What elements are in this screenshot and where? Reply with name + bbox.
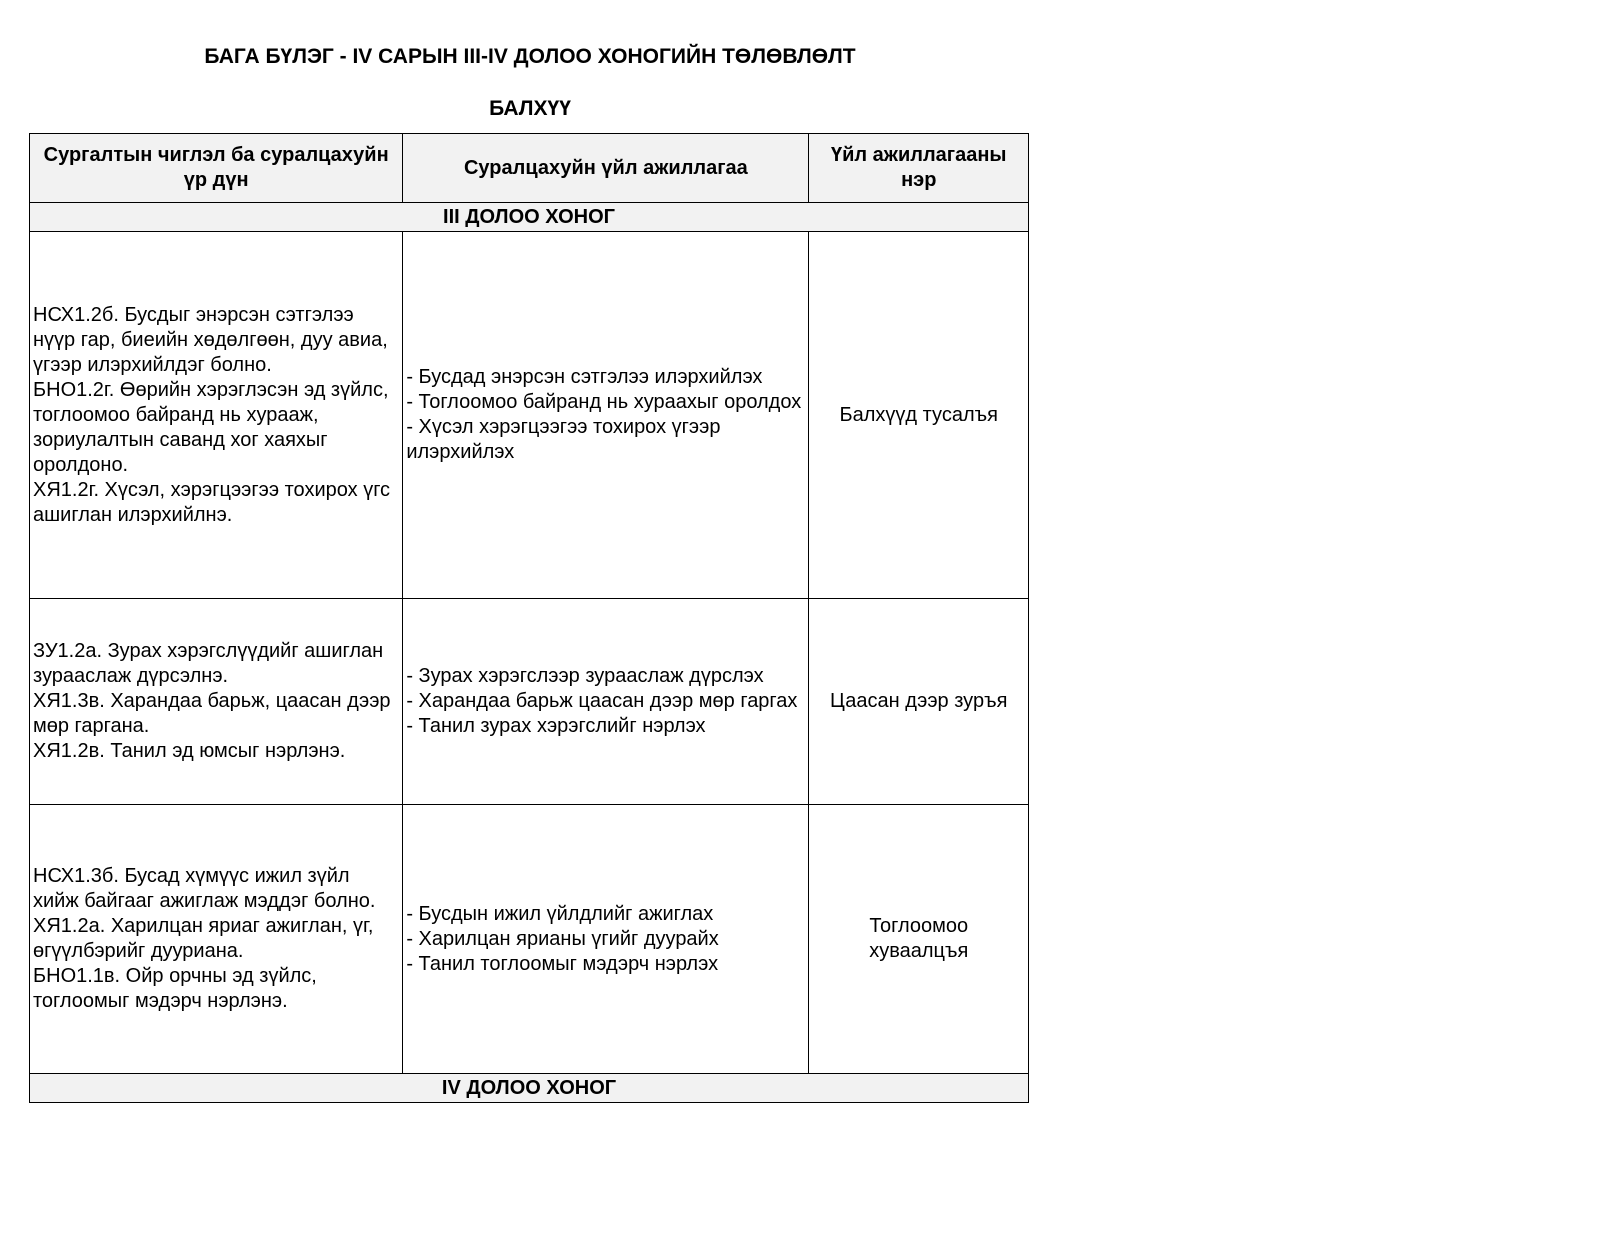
activities-cell: - Бусдын ижил үйлдлийг ажиглах - Харилцан ярианы үгийг дуурайх - Танил тоглоомыг мэдэрч нэрлэх [403,805,809,1074]
activity-name-cell: Цаасан дээр зуръя [809,599,1029,805]
activity-name-cell: Тоглоомоо хуваалцъя [809,805,1029,1074]
activities-cell: - Бусдад энэрсэн сэтгэлээ илэрхийлэх - Тоглоомоо байранд нь хураахыг оролдох - Хүсэл хэрэгцээгээ тохирох үгээр илэрхийлэх [403,232,809,599]
week4-row [30,1074,1029,1103]
outcomes-cell: ЗУ1.2а. Зурах хэрэгслүүдийг ашиглан зурааслаж дүрсэлнэ. ХЯ1.3в. Харандаа барьж, цаасан дээр мөр гаргана. ХЯ1.2в. Танил эд юмсыг нэрлэнэ. [30,599,403,805]
week3-label: III ДОЛОО ХОНОГ [30,203,1029,232]
activity-name-cell: Балхүүд тусалъя [809,232,1029,599]
header-activities: Суралцахуйн үйл ажиллагаа [403,134,809,203]
header-outcomes: Сургалтын чиглэл ба суралцахуйн үр дүн [30,134,403,203]
outcomes-cell: НСХ1.3б. Бусад хүмүүс ижил зүйл хийж байгааг ажиглаж мэддэг болно. ХЯ1.2а. Харилцан яриаг ажиглан, үг, өгүүлбэрийг дууриана. БНО1.1в. Ойр орчны эд зүйлс, тоглоомыг мэдэрч нэрлэнэ. [30,805,403,1074]
table-row [30,805,1029,1074]
document-title: БАГА БҮЛЭГ - IV САРЫН III-IV ДОЛОО ХОНОГИЙН ТӨЛӨВЛӨЛТ [204,45,856,68]
document-subtitle: БАЛХҮҮ [489,97,571,120]
table-row [30,232,1029,599]
week3-row [30,203,1029,232]
activities-cell: - Зурах хэрэгслээр зурааслаж дүрслэх - Харандаа барьж цаасан дээр мөр гаргах - Танил зурах хэрэгслийг нэрлэх [403,599,809,805]
week4-label: IV ДОЛОО ХОНОГ [30,1074,1029,1103]
table-row [30,599,1029,805]
table-header-row [30,134,1029,203]
header-activity-name: Үйл ажиллагааны нэр [809,134,1029,203]
outcomes-cell: НСХ1.2б. Бусдыг энэрсэн сэтгэлээ нүүр гар, биеийн хөдөлгөөн, дуу авиа, үгээр илэрхийлдэг болно. БНО1.2г. Өөрийн хэрэглэсэн эд зүйлс, тоглоомоо байранд нь хурааж, зориулалтын саванд хог хаяхыг оролдоно. ХЯ1.2г. Хүсэл, хэрэгцээгээ тохирох үгс ашиглан илэрхийлнэ. [30,232,403,599]
plan-table [29,133,1029,1103]
